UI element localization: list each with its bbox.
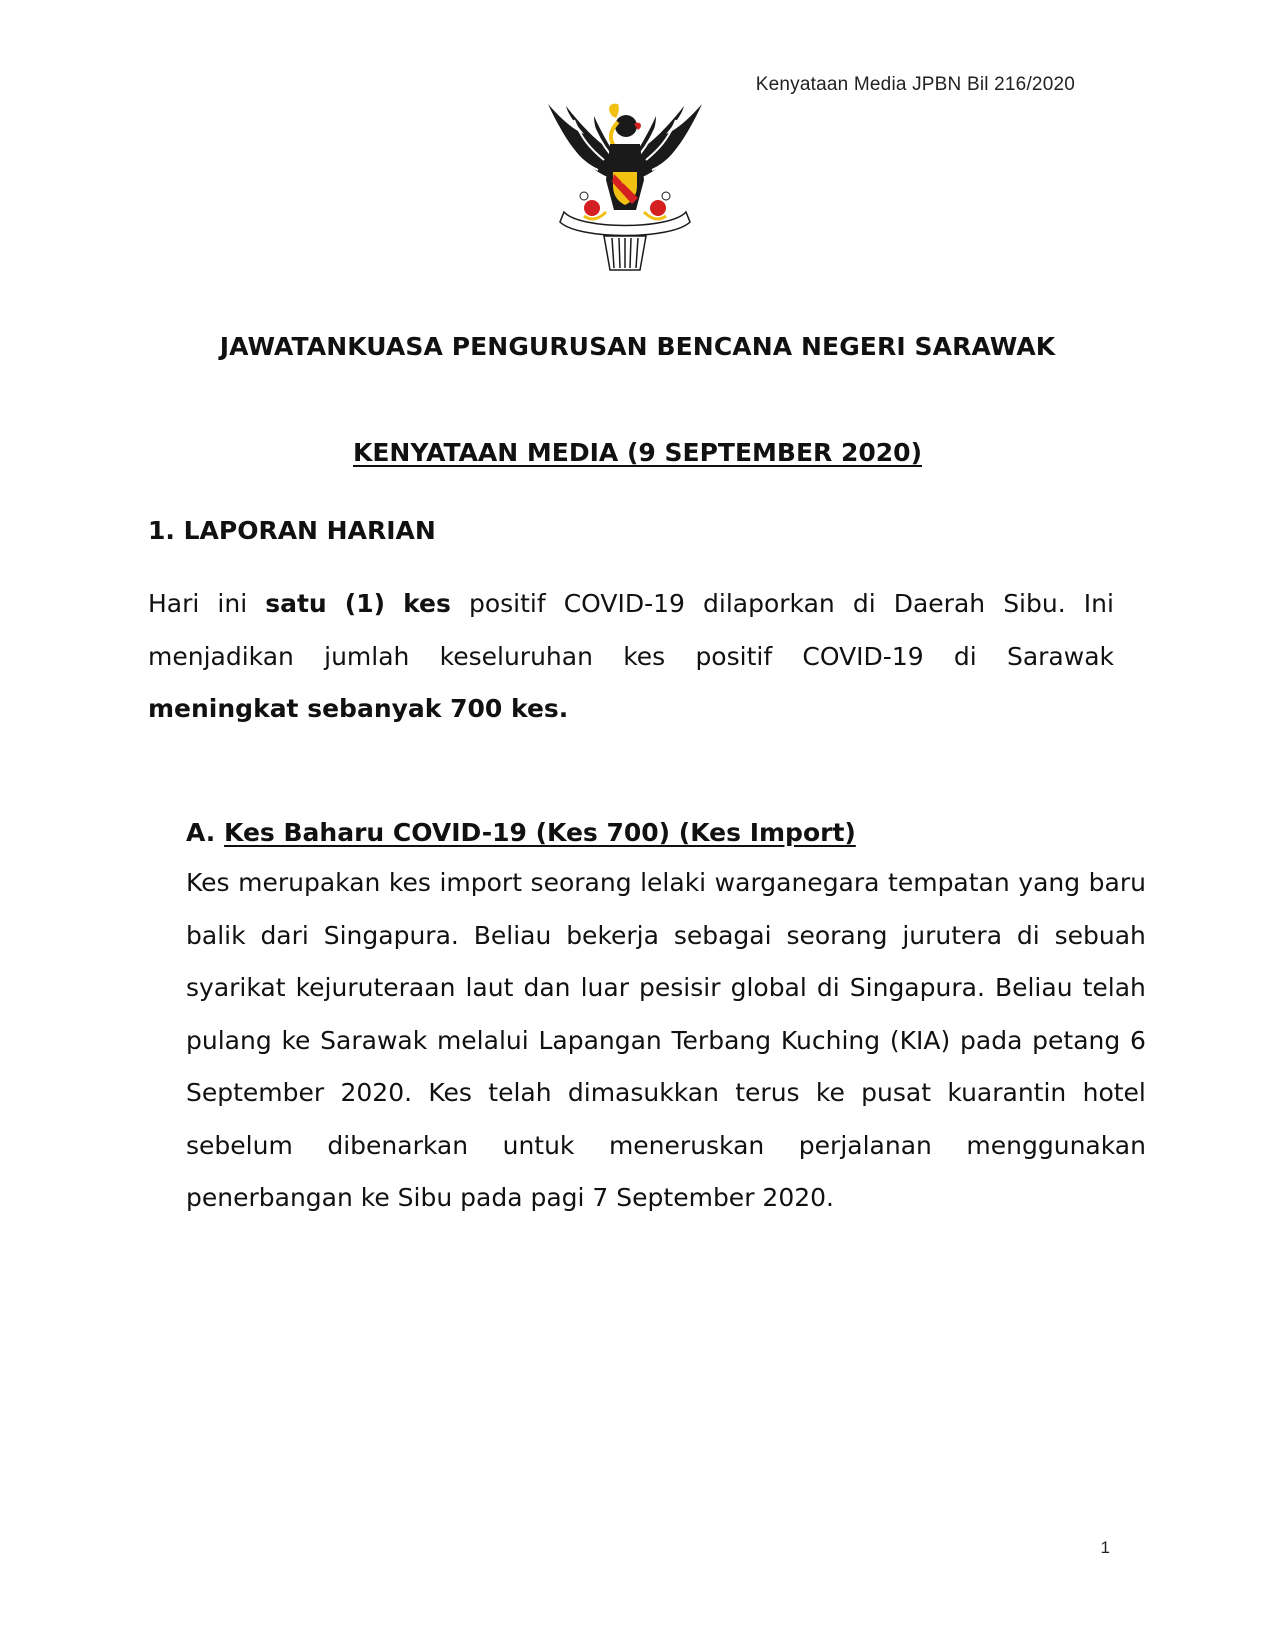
statement-title — [0, 438, 1275, 467]
word: COVID-19 — [802, 641, 924, 671]
word: keseluruhan — [439, 641, 593, 671]
word-bold: (1) — [344, 589, 386, 618]
word: bekerja — [566, 920, 659, 950]
word: dibenarkan — [327, 1130, 469, 1160]
word: (KIA) — [889, 1025, 951, 1055]
paragraph-line-bold: meningkat sebanyak 700 kes. — [148, 694, 569, 723]
word: kejuruteraan — [295, 973, 456, 1002]
word: seorang — [530, 868, 632, 897]
paragraph-line — [186, 962, 1146, 1015]
word: telah — [1082, 973, 1146, 1002]
subsection-heading — [186, 818, 856, 847]
word: seorang — [786, 920, 888, 950]
word: Beliau — [473, 920, 552, 950]
paragraph-line: penerbangan ke Sibu pada pagi 7 September 2020. — [186, 1183, 834, 1212]
word: Singapura. — [849, 973, 985, 1002]
word: di — [816, 973, 840, 1002]
paragraph-line — [148, 578, 1114, 631]
subsection-letter: A. — [186, 818, 216, 847]
paragraph-line — [186, 1067, 1146, 1120]
word: dimasukkan — [567, 1078, 719, 1107]
daily-report-paragraph — [148, 578, 1114, 736]
word: Ini — [1083, 589, 1114, 618]
word: di — [852, 589, 876, 618]
word: jumlah — [324, 641, 410, 671]
paragraph-line — [186, 910, 1146, 963]
word: import — [439, 868, 522, 897]
organization-title: JAWATANKUASA PENGURUSAN BENCANA NEGERI SARAWAK — [219, 332, 1056, 361]
word: pusat — [861, 1078, 932, 1107]
sarawak-coat-of-arms-icon — [540, 100, 710, 272]
word: positif — [468, 589, 546, 618]
word: kes — [388, 868, 431, 897]
subsection-title: Kes Baharu COVID-19 (Kes 700) (Kes Import) — [224, 818, 856, 847]
word: yang — [1018, 868, 1081, 897]
word: Kuching — [780, 1025, 881, 1055]
statement-title-text: KENYATAAN MEDIA (9 SEPTEMBER 2020) — [352, 438, 923, 467]
word-bold: satu — [265, 589, 327, 618]
word: di — [1016, 920, 1040, 950]
word: kuarantin — [947, 1078, 1067, 1107]
paragraph-line — [148, 631, 1114, 684]
word: dari — [260, 920, 309, 950]
word: September — [186, 1078, 325, 1107]
word: pulang — [186, 1025, 272, 1055]
word: COVID-19 — [563, 589, 685, 618]
word: Beliau — [994, 973, 1073, 1002]
word: jurutera — [902, 920, 1003, 950]
word: ini — [217, 589, 248, 618]
word: ke — [815, 1078, 845, 1107]
word: merupakan — [238, 868, 381, 897]
word: Hari — [148, 589, 200, 618]
word: Kes — [186, 868, 230, 897]
word: perjalanan — [798, 1130, 932, 1160]
word: Sarawak — [320, 1025, 428, 1055]
word: baru — [1088, 868, 1146, 897]
word: syarikat — [186, 973, 286, 1002]
word: pada — [960, 1025, 1023, 1055]
word: menggunakan — [966, 1130, 1146, 1160]
word: tempatan — [888, 868, 1010, 897]
word: dilaporkan — [703, 589, 835, 618]
word: menjadikan — [148, 641, 294, 671]
word: sebelum — [186, 1130, 293, 1160]
word: petang — [1032, 1025, 1121, 1055]
document-reference: Kenyataan Media JPBN Bil 216/2020 — [755, 74, 1075, 95]
word: positif — [695, 641, 773, 671]
word: 6 — [1130, 1025, 1146, 1055]
case-description-paragraph — [186, 857, 1146, 1225]
word: hotel — [1082, 1078, 1146, 1107]
word: global — [730, 973, 807, 1002]
word: Sarawak — [1006, 641, 1114, 671]
word: untuk — [502, 1130, 575, 1160]
word: Daerah — [893, 589, 986, 618]
word: di — [953, 641, 977, 671]
word: sebagai — [673, 920, 772, 950]
paragraph-line — [186, 857, 1146, 910]
paragraph-line — [186, 1120, 1146, 1173]
word: Lapangan — [538, 1025, 662, 1055]
word: laut — [465, 973, 514, 1002]
word: terus — [735, 1078, 800, 1107]
word: kes — [623, 641, 666, 671]
word: warganegara — [714, 868, 880, 897]
word: lelaki — [640, 868, 707, 897]
word: melalui — [436, 1025, 529, 1055]
word-bold: kes — [403, 589, 451, 618]
paragraph-line — [186, 1015, 1146, 1068]
word: Kes — [428, 1078, 472, 1107]
word: dan — [523, 973, 571, 1002]
word: Terbang — [671, 1025, 772, 1055]
word: Singapura. — [323, 920, 459, 950]
word: ke — [281, 1025, 311, 1055]
word: balik — [186, 920, 246, 950]
word: Sibu. — [1003, 589, 1066, 618]
section-heading: 1. LAPORAN HARIAN — [148, 516, 436, 545]
word: luar — [580, 973, 629, 1002]
word: pesisir — [639, 973, 721, 1002]
word: telah — [488, 1078, 552, 1107]
word: 2020. — [340, 1078, 413, 1107]
word: sebuah — [1054, 920, 1146, 950]
word: meneruskan — [608, 1130, 765, 1160]
page-number: 1 — [1100, 1538, 1110, 1557]
